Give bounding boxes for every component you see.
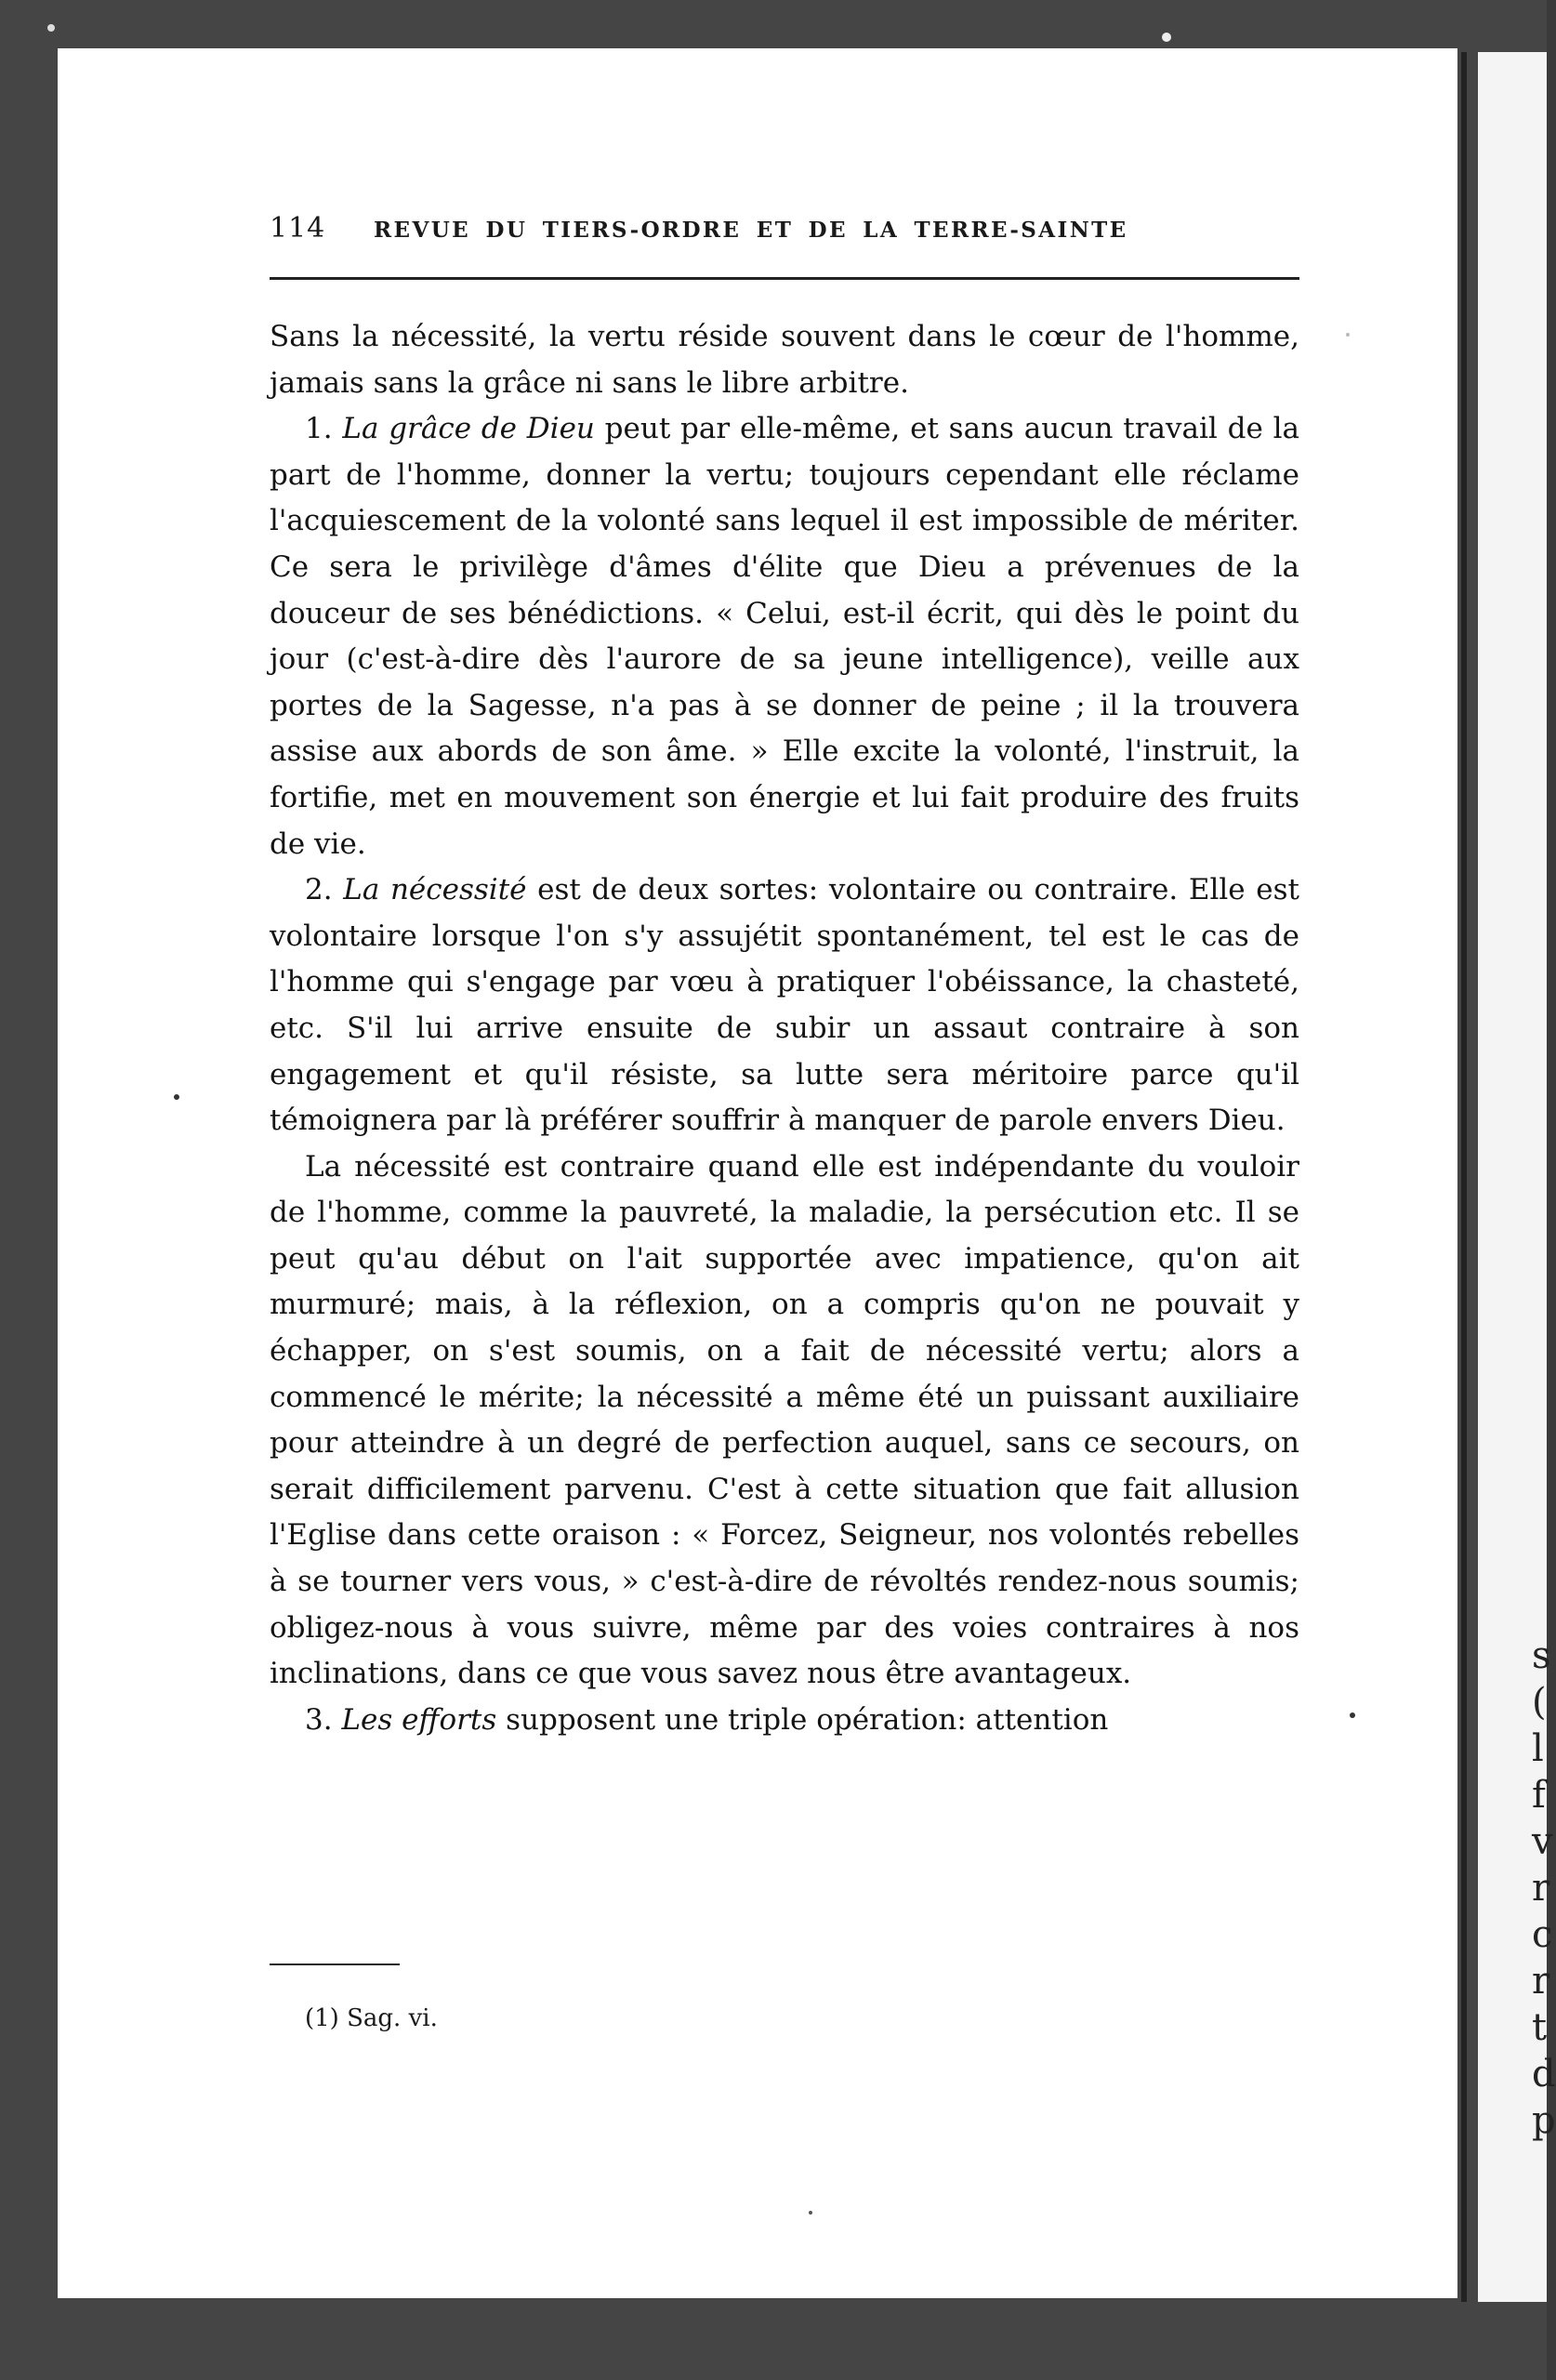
page-number: 114 [270,212,326,245]
header-rule [270,277,1299,280]
paragraph [270,1144,1299,1698]
paragraph-text: 1. [305,412,343,446]
paragraph [270,1698,1299,1744]
adjacent-page-letter: d [1532,2053,1556,2096]
page-gutter-shadow [1461,52,1467,2302]
page-header [270,208,1301,251]
footnote-rule [270,1964,400,1965]
body-text [270,314,1299,1743]
adjacent-page-letters [1532,1633,1556,2144]
paragraph-text: est de deux sortes: volontaire ou contraire. Elle est volontaire lorsque l'on s'y assujétit spontanément, tel est le cas de l'homme qui s'engage par vœu à pratiquer l'obéissance, la chasteté, etc. S'il lui arrive ensuite de subir un assaut contraire à son engagement et qu'il résiste, sa lutte sera méritoire parce qu'il témoignera par là préférer souffrir à manquer de parole envers Dieu. [270,873,1300,1138]
adjacent-page-letter: r [1532,1867,1550,1910]
adjacent-page-letter: s [1532,1634,1551,1677]
paragraph-heading-italic: La nécessité [343,873,527,907]
paragraph [270,406,1299,867]
paragraph [270,867,1299,1144]
adjacent-page-letter: f [1532,1774,1546,1817]
adjacent-page-letter: p [1532,2099,1556,2142]
paragraph-heading-italic: Les efforts [341,1702,497,1737]
adjacent-page-letter: c [1532,1913,1553,1956]
adjacent-page-letter: l [1532,1727,1544,1770]
footnote: (1) Sag. vi. [305,2004,438,2032]
paragraph [270,314,1299,406]
paragraph-text: 2. [305,873,344,907]
adjacent-page-edge [1478,52,1556,2302]
paragraph-heading-italic: La grâce de Dieu [342,412,595,446]
paragraph-text: peut par elle-même, et sans aucun travail de la part de l'homme, donner la vertu; toujours cependant elle réclame l'acquiescement de la volonté sans lequel il est impossible de mériter. Ce sera le privilège d'âmes d'élite que Dieu a prévenues de la douceur de ses bénédictions. « Celui, est-il écrit, qui dès le point du jour (c'est-à-dire dès l'aurore de sa jeune intelligence), veille aux portes de la Sagesse, n'a pas à se donner de peine ; il la trouvera assise aux abords de son âme. » Elle excite la volonté, l'instruit, la fortifie, met en mouvement son énergie et lui fait produire des fruits de vie. [270,412,1299,861]
adjacent-page-letter: r [1532,1960,1550,2003]
adjacent-page-letter: t [1532,2006,1548,2049]
paragraph-text: supposent une triple opération: attention [496,1702,1109,1737]
paragraph-text: Sans la nécessité, la vertu réside souvent dans le cœur de l'homme, jamais sans la grâce ni sans le libre arbitre. [270,320,1299,400]
paragraph-text: La nécessité est contraire quand elle est indépendante du vouloir de l'homme, comme la pauvreté, la maladie, la persécution etc. Il se peut qu'au début on l'ait supportée avec impatience, qu'on ait murmuré; mais, à la réflexion, on a compris qu'on ne pouvait y échapper, on s'est soumis, on a fait de nécessité vertu; alors a commencé le mérite; la nécessité a même été un puissant auxiliaire pour atteindre à un degré de perfection auquel, sans ce secours, on serait difficilement parvenu. C'est à cette situation que fait allusion l'Eglise dans cette oraison : « Forcez, Seigneur, nos volontés rebelles à se tourner vers vous, » c'est-à-dire de révoltés rendez-nous soumis; obligez-nous à vous suivre, même par des voies contraires à nos inclinations, dans ce que vous savez nous être avantageux. [270,1149,1299,1691]
running-title: REVUE DU TIERS-ORDRE ET DE LA TERRE-SAINTE [374,218,1128,243]
adjacent-page-letter: v [1532,1820,1553,1863]
adjacent-page-letter: ( [1532,1681,1547,1724]
paragraph-text: 3. [305,1702,342,1737]
